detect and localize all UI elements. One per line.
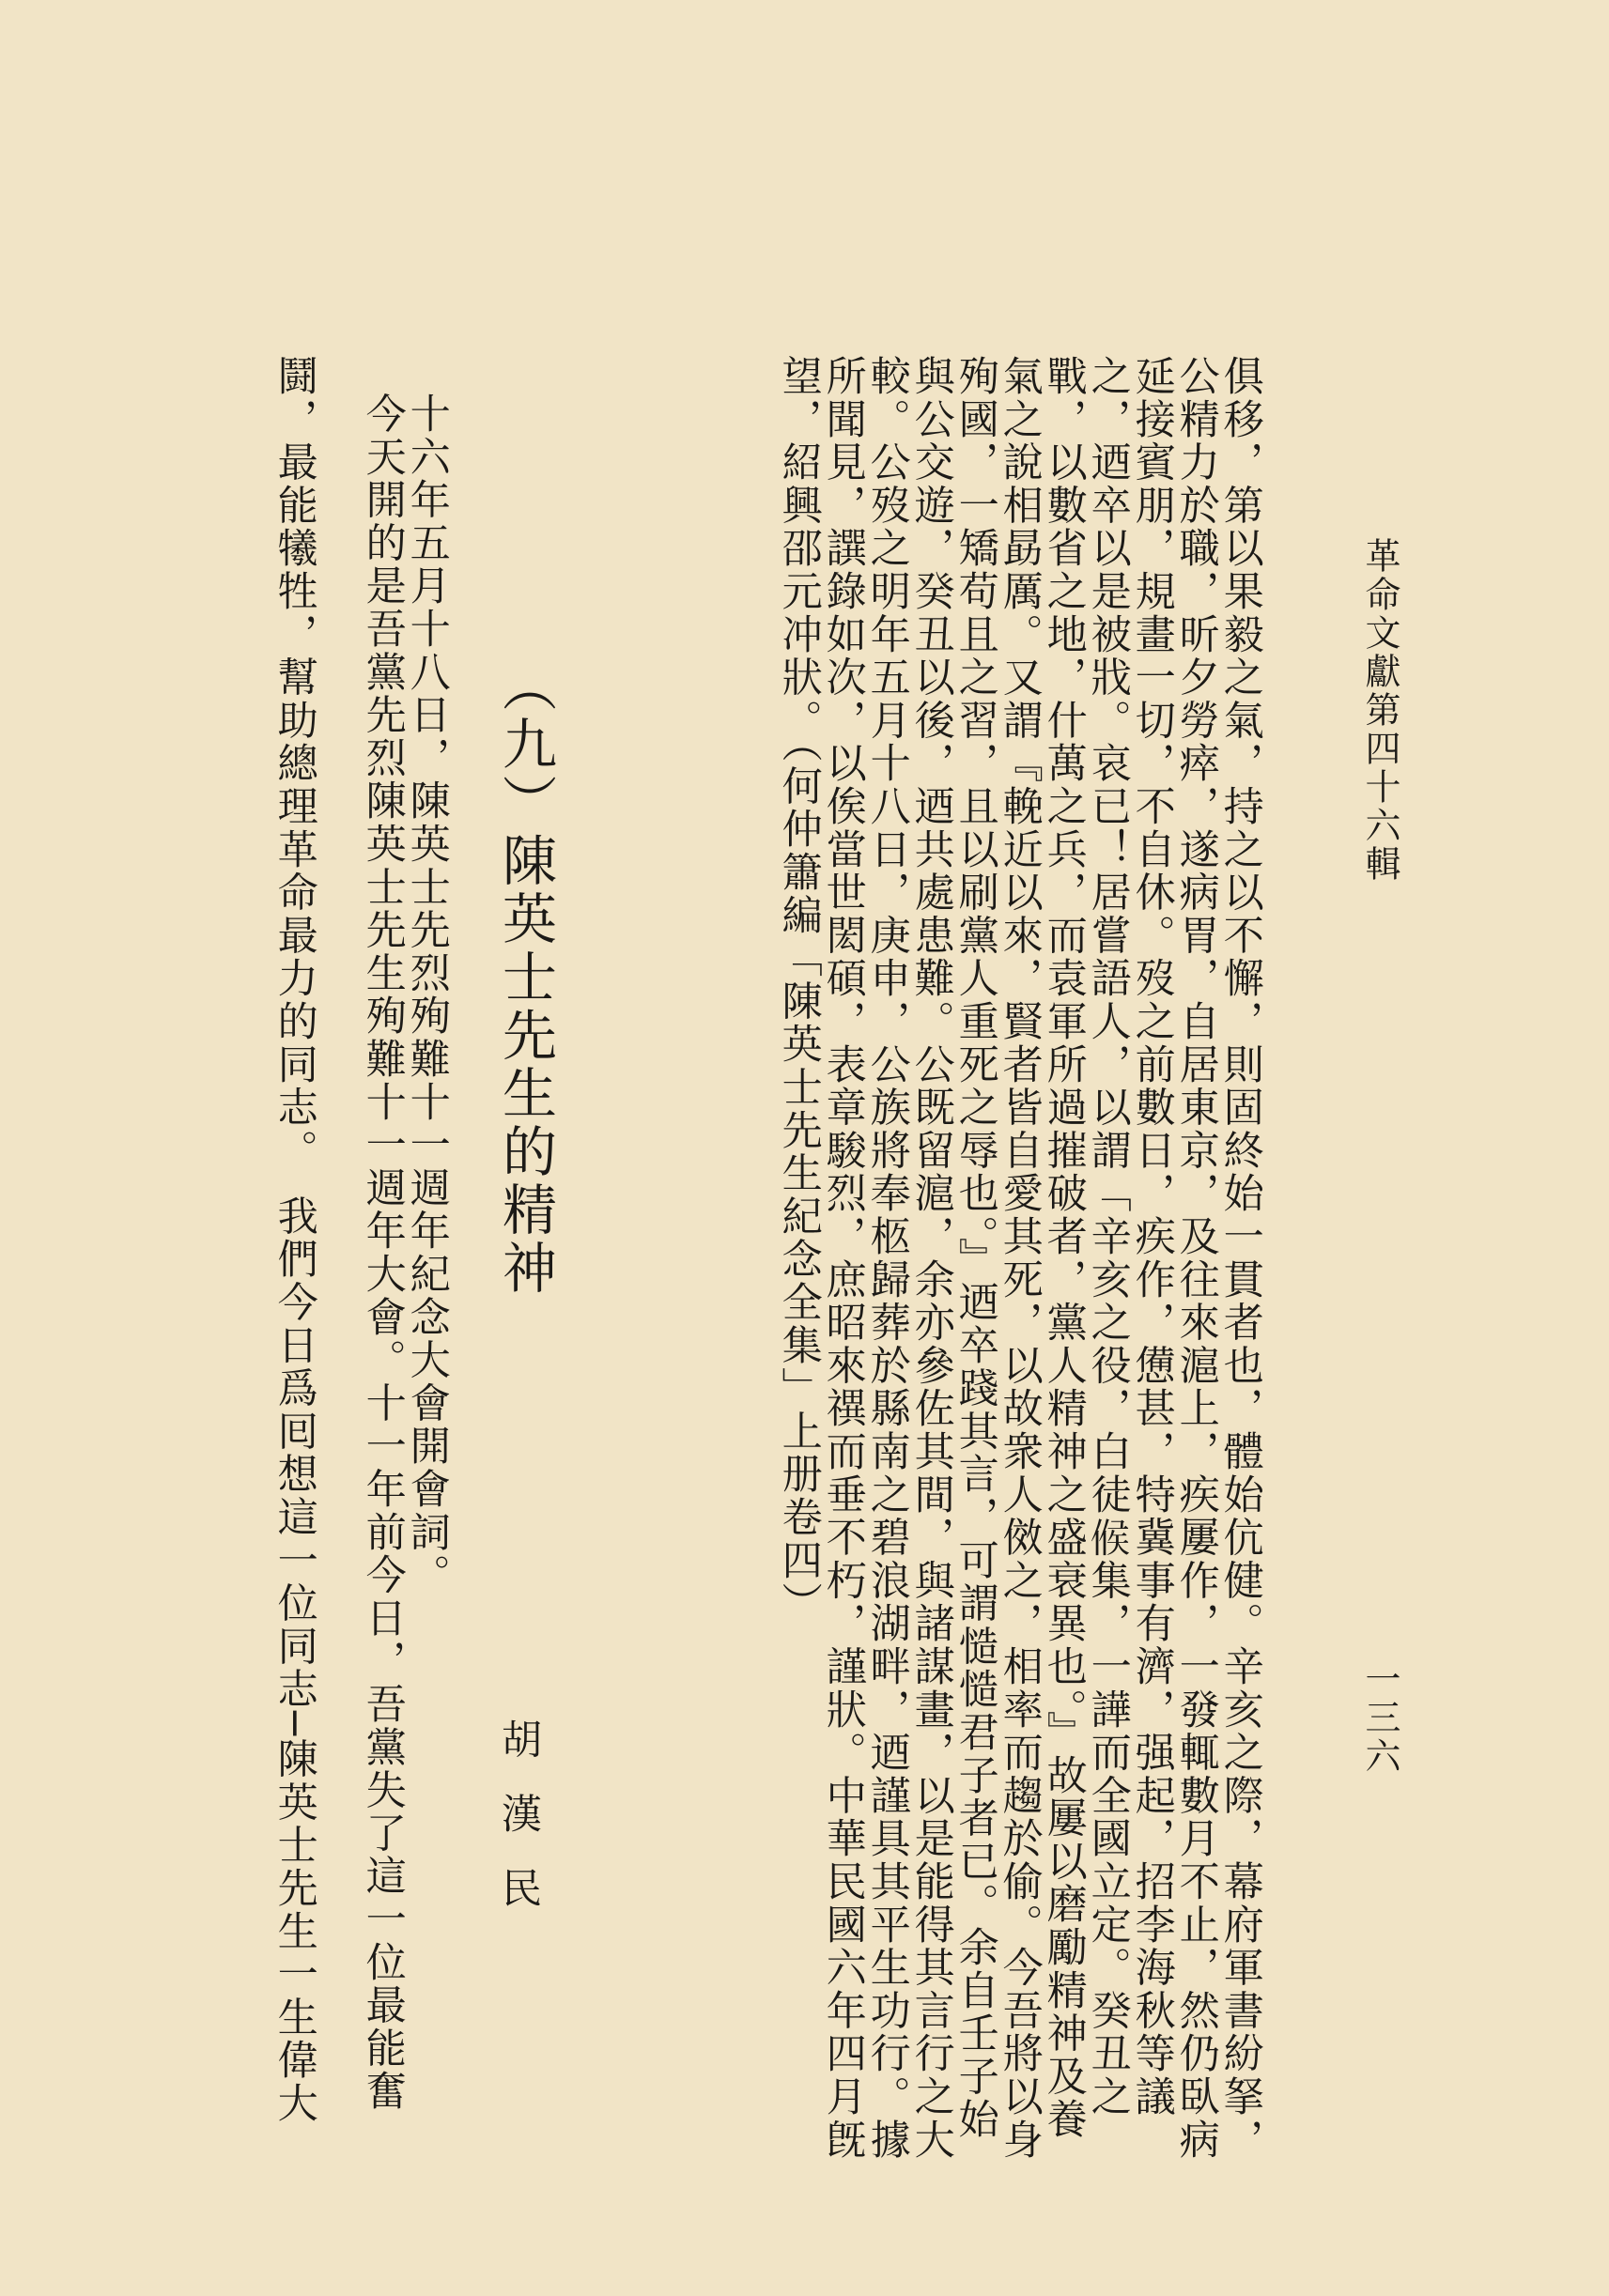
text-column: 望，紹興邵元冲狀。（何仲簫編「陳英士先生紀念全集」上册卷四） <box>775 355 823 1626</box>
text-column: 今天開的是吾黨先烈陳英士先生殉難十一週年大會。十一年前今日，吾黨失了這一位最能奮 <box>359 393 407 2113</box>
text-column: 所聞見，譔錄如次，以俟當世閎碩，表章駿烈，庶昭來禩而垂不朽，謹狀。中華民國六年四月旣 <box>819 355 867 2162</box>
page-number: 一三六 <box>1359 1660 1400 1776</box>
section-title: （九）陳英士先生的精神 <box>493 657 557 1298</box>
text-column: 十六年五月十八日，陳英士先烈殉難十一週年紀念大會開會詞。 <box>403 393 451 1597</box>
text-column: 之，迺卒以是被戕。哀已！居嘗語人，以謂「辛亥之役，白徒𠋫集，一譁而全國立定。癸丑之 <box>1084 355 1132 2119</box>
text-column: 與公交遊，癸丑以後，迺共處患難。公既留滬，余亦參佐其間，與諸謀畫，以是能得其言行之大 <box>907 355 955 2162</box>
text-column: 氣之說相勗厲。又謂『輓近以來，賢者皆自愛其死，以故衆人傚之，相率而趨於偷。今吾將以身 <box>996 355 1044 2162</box>
text-column: 公精力於職，昕夕勞瘁，遂病胃，自居東京，及往來滬上，疾屢作，一發輒數月不止，然仍臥病 <box>1172 355 1220 2162</box>
text-column: 殉國，一矯苟且之習，且以刷黨人重死之辱也。』迺卒踐其言，可謂慥慥君子者已。余自壬子始 <box>951 355 999 2141</box>
text-column: 延接賓朋，規畫一切，不自休。歿之前數日，疾作，憊甚，特冀事有濟，强起，招李海秋等議 <box>1128 355 1176 2119</box>
text-column: 較。公歿之明年五月十八日，庚申，公族將奉柩歸葬於縣南之碧浪湖畔，迺謹具其平生功行。據 <box>863 355 911 2162</box>
text-column: 戰，以數省之地，什萬之兵，而袁軍所過摧破者，黨人精神之盛衰異也。』故屢以磨勵精神及養 <box>1040 355 1088 2141</box>
text-column: 俱移，第以果毅之氣，持之以不懈，則固終始一貫者也，體始伉健。辛亥之際，幕府軍書紛拏， <box>1216 355 1264 2162</box>
text-column: 鬪，最能犧牲，幫助總理革命最力的同志。 我們今日爲囘想這一位同志─陳英士先生一生偉大 <box>271 355 318 2125</box>
author-name: 胡漢民 <box>495 1718 542 1941</box>
running-title: 革命文獻第四十六輯 <box>1359 537 1400 884</box>
